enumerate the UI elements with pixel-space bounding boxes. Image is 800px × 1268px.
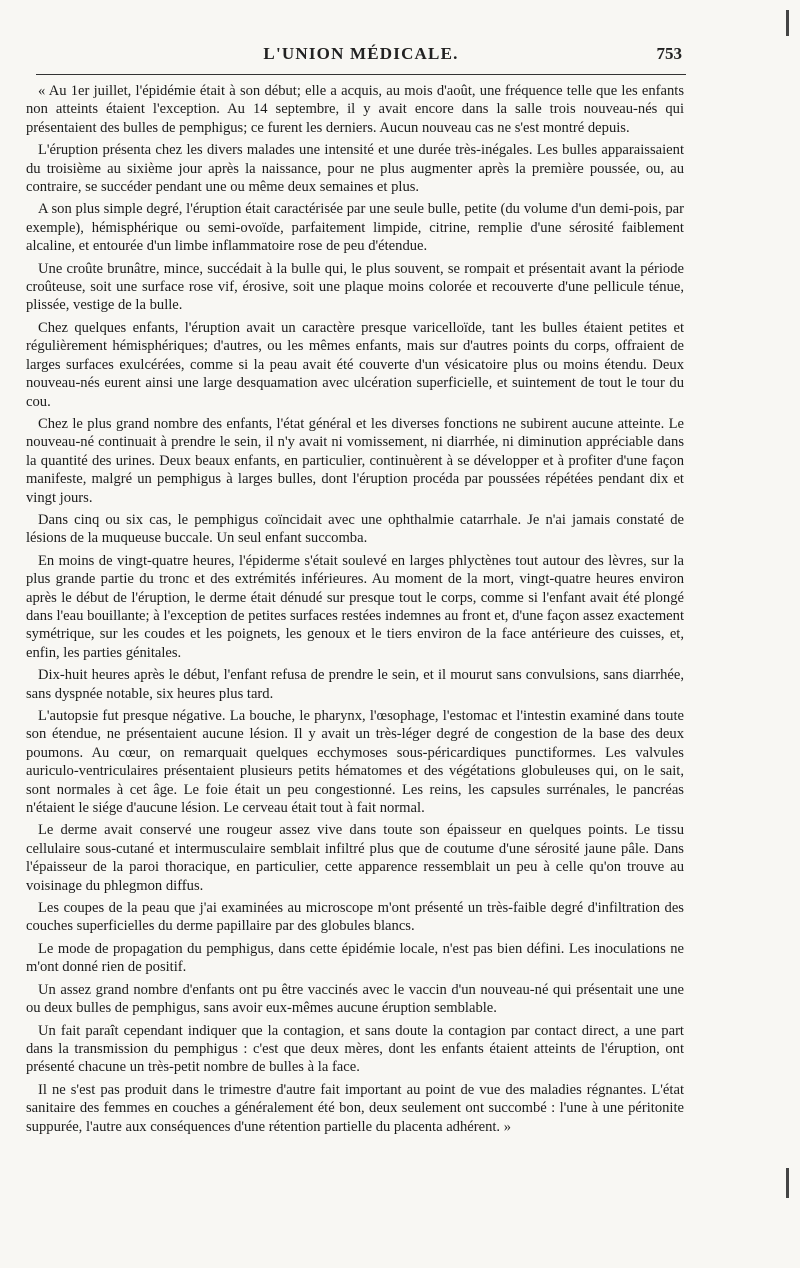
paragraph: Chez le plus grand nombre des enfants, l'état général et les diverses fonctions ne subirent aucune atteinte. Le nouveau-né continuait à prendre le sein, il n'y avait ni vomissement, ni diarrhée, ni diminution appréciable dans la quantité des urines. Deux beaux enfants, en particulier, continuèrent à se développer et à profiter d'une façon manifeste, malgré un pemphigus à larges bulles, dont l'éruption procéda par poussées répétées pendant dix et vingt jours. [26,415,684,506]
article-body [26,82,684,1140]
paragraph: A son plus simple degré, l'éruption était caractérisée par une seule bulle, petite (du volume d'un demi-pois, par exemple), hémisphérique ou semi-ovoïde, parfaitement limpide, citrine, remplie d'une sérosité faiblement alcaline, et entourée d'un limbe inflammatoire rose de peu d'étendue. [26,201,684,255]
paragraph: Chez quelques enfants, l'éruption avait un caractère presque varicelloïde, tant les bulles étaient petites et régulièrement hémisphériques; d'autres, ou les mêmes enfants, mais sur d'autres points du corps, offraient de larges surfaces exulcérées, comme si la peau avait été couverte d'un vésicatoire plus ou moins étendu. Deux nouveau-nés eurent ainsi une large desquamation avec ulcération superficielle, et suintement de tout le tour du cou. [26,319,684,410]
header-rule [36,74,686,75]
paragraph: Un assez grand nombre d'enfants ont pu être vaccinés avec le vaccin d'un nouveau-né qui présentait une une ou deux bulles de pemphigus, sans avoir eux-mêmes aucune éruption semblable. [26,981,684,1017]
paragraph: Dans cinq ou six cas, le pemphigus coïncidait avec une ophthalmie catarrhale. Je n'ai jamais constaté de lésions de la muqueuse buccale. Un seul enfant succomba. [26,511,684,547]
paragraph: Il ne s'est pas produit dans le trimestre d'autre fait important au point de vue des maladies régnantes. L'état sanitaire des femmes en couches a généralement été bon, deux seulement ont succombé : l'une à une péritonite suppurée, l'autre aux conséquences d'une rétention partielle du placenta adhérent. » [26,1081,684,1135]
paragraph: Dix-huit heures après le début, l'enfant refusa de prendre le sein, et il mourut sans convulsions, sans diarrhée, sans dyspnée notable, six heures plus tard. [26,667,684,702]
page-edge-mark [786,10,789,36]
page-edge-mark [786,1168,789,1198]
paragraph: Le mode de propagation du pemphigus, dans cette épidémie locale, n'est pas bien défini. Les inoculations ne m'ont donné rien de positif. [26,940,684,976]
paragraph: « Au 1er juillet, l'épidémie était à son début; elle a acquis, au mois d'août, une fréquence telle que les enfants non atteints étaient l'exception. Au 14 septembre, il y avait encore dans la salle trois nouveau-nés qui présentaient des bulles de pemphigus; ce furent les derniers. Aucun nouveau cas ne s'est montré depuis. [26,83,684,136]
page-number: 753 [656,44,682,63]
paragraph: En moins de vingt-quatre heures, l'épiderme s'était soulevé en larges phlyctènes tout autour des lèvres, sur la plus grande partie du tronc et des extrémités inférieures. Au moment de la mort, vingt-quatre heures environ après le début de l'éruption, le derme était dénudé sur presque tout le corps, comme si l'enfant avait été plongé dans l'eau bouillante; à l'exception de petites surfaces restées indemnes au front et, d'une façon assez exactement symétrique, sur les coudes et les poignets, les genoux et le tiers environ de la face antérieure des cuisses, et, enfin, les parties génitales. [26,552,684,661]
journal-title: L'UNION MÉDICALE. [263,44,459,63]
paragraph: Les coupes de la peau que j'ai examinées au microscope m'ont présenté un très-faible degré d'infiltration des couches superficielles du derme papillaire par des globules blancs. [26,900,684,935]
paragraph: Une croûte brunâtre, mince, succédait à la bulle qui, le plus souvent, se rompait et présentait avant la période croûteuse, soit une surface rose vif, érosive, soit une plaque moins colorée et recouverte d'une pellicule ténue, plissée, vestige de la bulle. [26,260,684,314]
paragraph: L'éruption présenta chez les divers malades une intensité et une durée très-inégales. Les bulles apparaissaient du troisième au sixième jour après la naissance, pour ne plus augmenter après la première poussée, ou, au contraire, se succéder pendant une ou même deux semaines et plus. [26,142,684,196]
paragraph: Un fait paraît cependant indiquer que la contagion, et sans doute la contagion par contact direct, a une part dans la transmission du pemphigus : c'est que deux mères, dont les enfants étaient atteints de l'éruption, ont présenté chacune un très-petit nombre de bulles à la face. [26,1022,684,1076]
paragraph: Le derme avait conservé une rougeur assez vive dans toute son épaisseur en quelques points. Le tissu cellulaire sous-cutané et intermusculaire semblait infiltré plus que de coutume d'une sérosité jaune pâle. Dans l'épaisseur de la paroi thoracique, en particulier, cette apparence ressemblait un peu à celle qu'on trouve au voisinage du phlegmon diffus. [26,822,684,894]
paragraph: L'autopsie fut presque négative. La bouche, le pharynx, l'œsophage, l'estomac et l'intestin examiné dans toute son étendue, ne présentaient aucune lésion. Il y avait un très-léger degré de congestion de la base des deux poumons. Au cœur, on remarquait quelques ecchymoses sous-péricardiques punctiformes. Les valvules auriculo-ventriculaires présentaient plusieurs petits hématomes et des végétations globuleuses qui, on le sait, sont normales à cet âge. Le foie était un peu congestionné. Les reins, les capsules surrénales, le pancréas n'étaient le siége d'aucune lésion. Le cerveau était tout à fait normal. [26,708,684,817]
running-header [36,44,686,72]
